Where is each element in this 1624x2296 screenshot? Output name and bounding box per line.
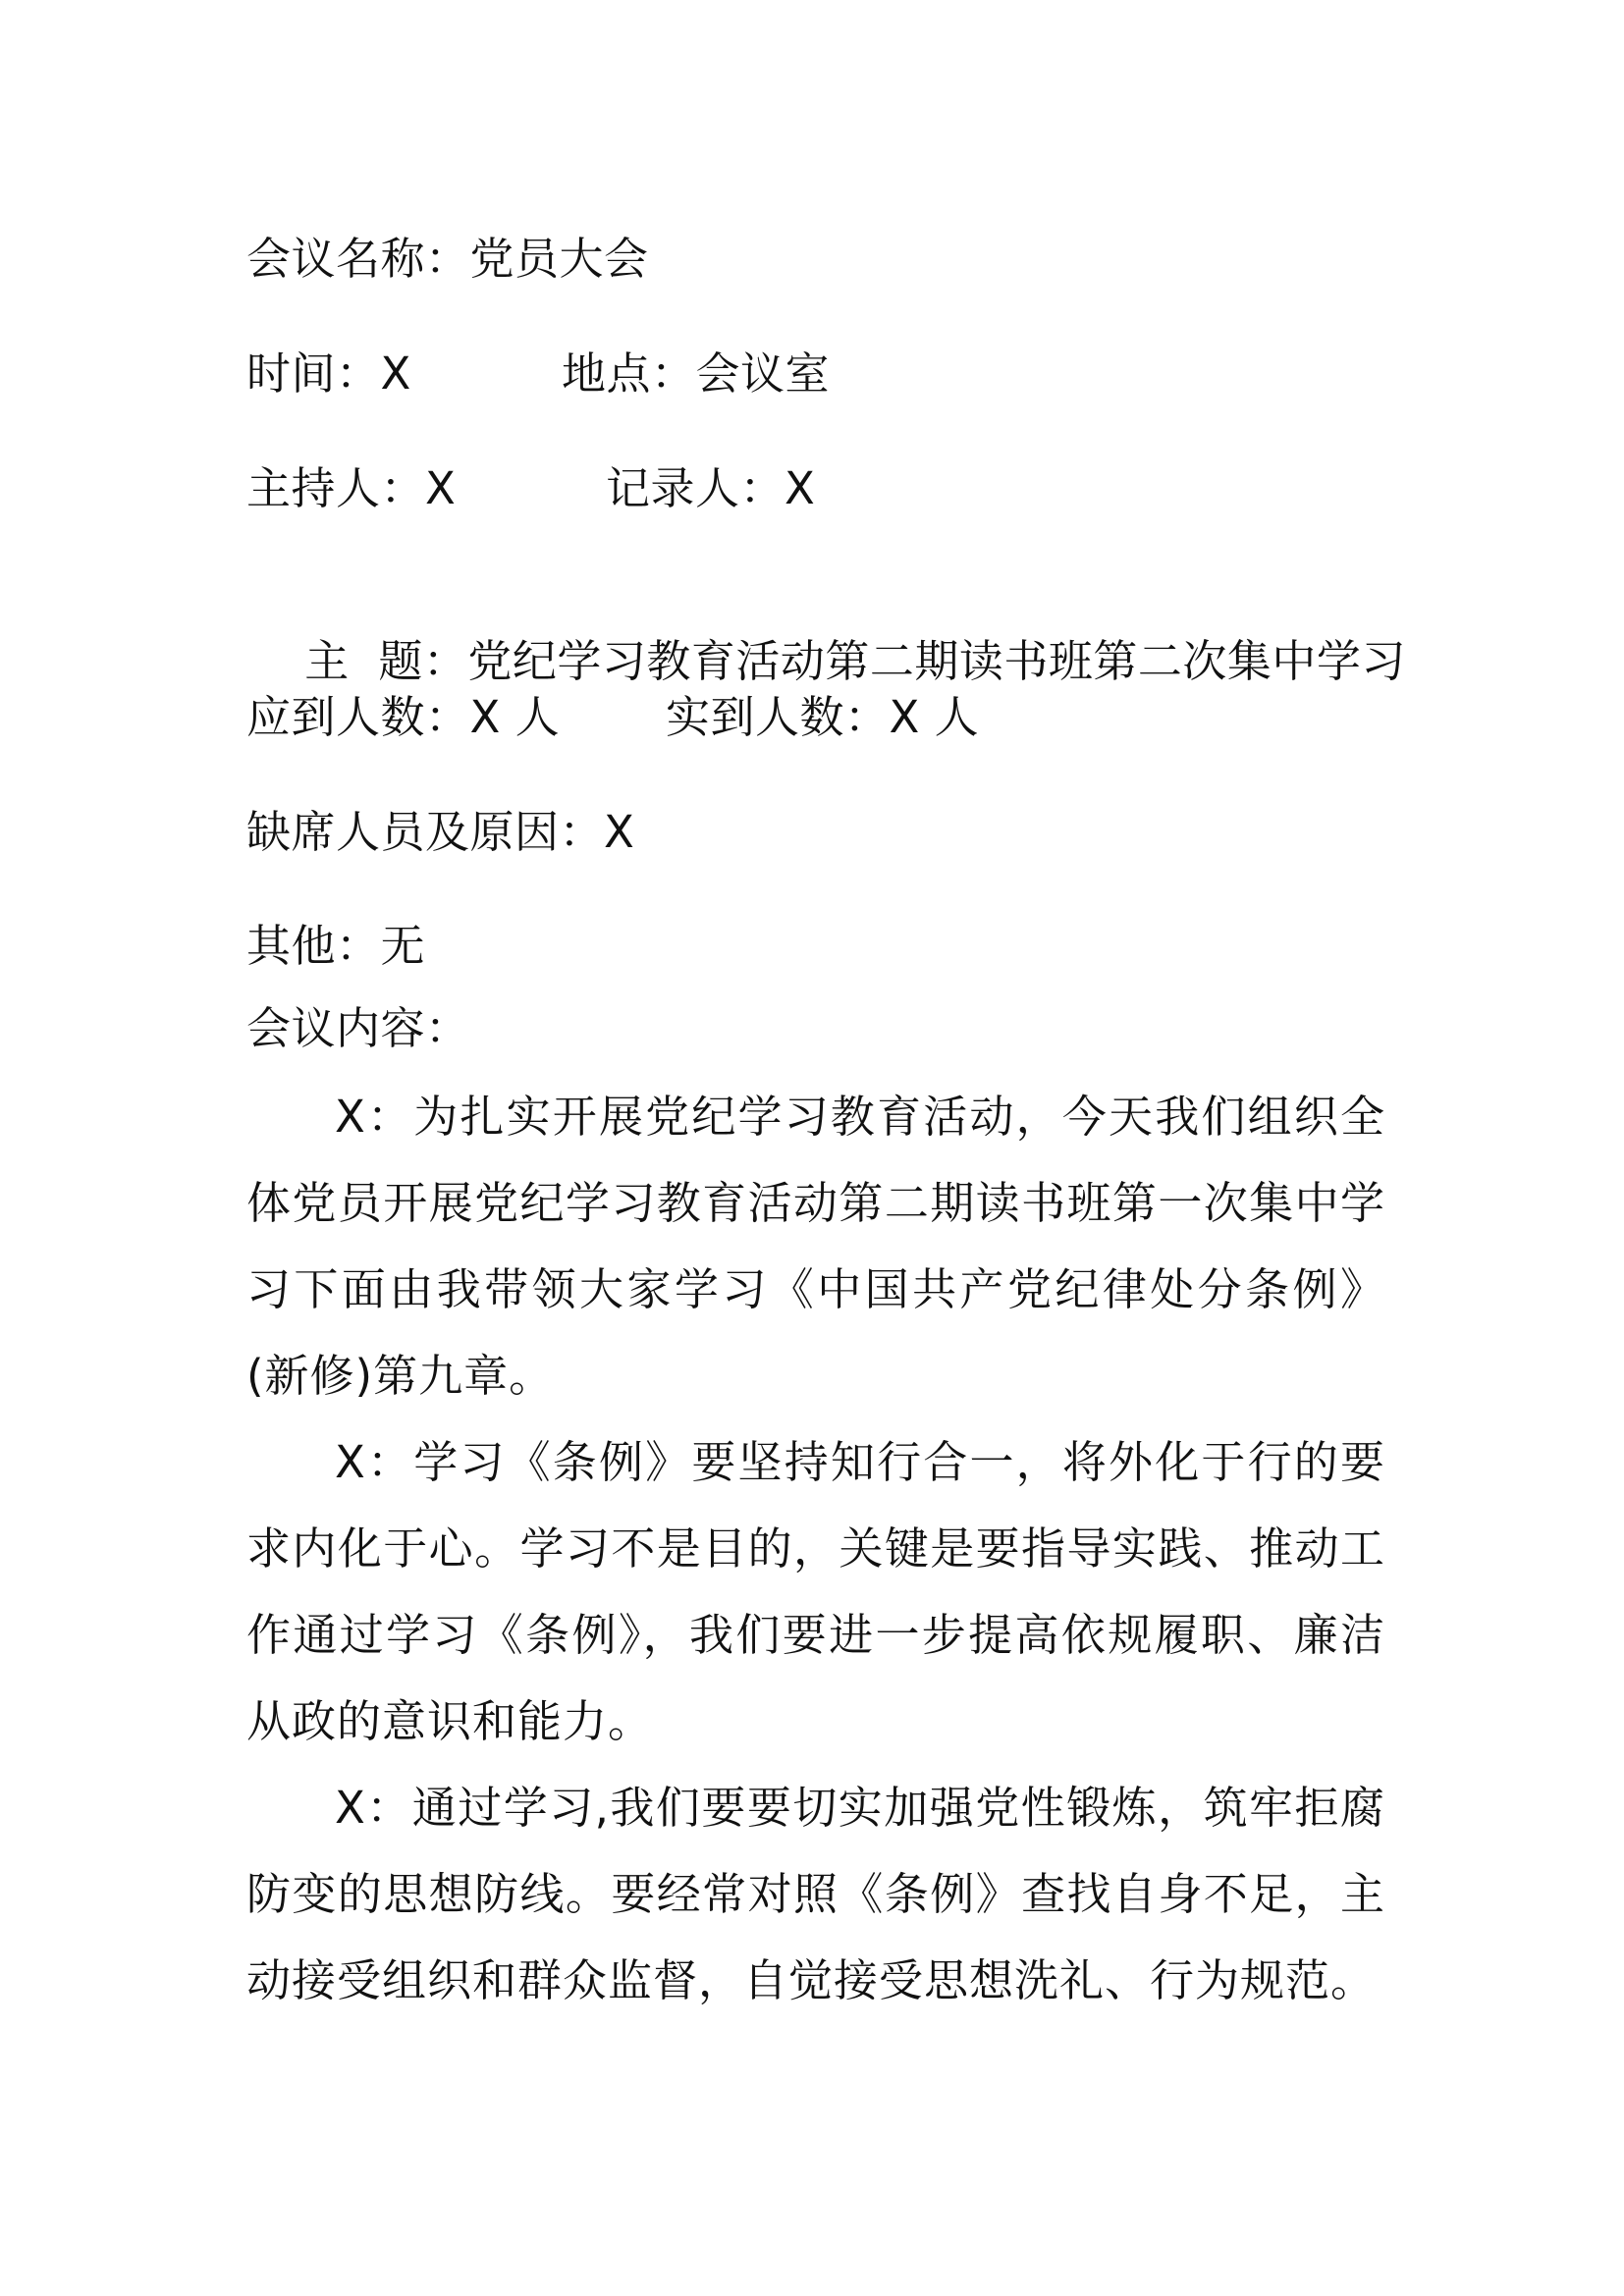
content-heading: 会议内容：	[246, 1002, 470, 1054]
content-paragraph-3: X：通过学习,我们要要切实加强党性锻炼，筑牢拒腐防变的思想防线。要经常对照《条例》查找自身不足，主动接受组织和群众监督，自觉接受思想洗礼、行为规范。	[246, 1782, 1385, 2006]
meeting-location: 地点：会议室	[562, 347, 831, 400]
meeting-name-line	[246, 230, 649, 289]
attendance-line	[246, 688, 980, 747]
content-heading-line	[246, 999, 470, 1058]
absent-members: 缺席人员及原因：X	[246, 806, 635, 858]
content-paragraph-2: X：学习《条例》要坚持知行合一，将外化于行的要求内化于心。学习不是目的，关键是要指导实践、推动工作通过学习《条例》，我们要进一步提高依规履职、廉洁从政的意识和能力。	[246, 1436, 1385, 1747]
content-paragraph-1: X：为扎实开展党纪学习教育活动，今天我们组织全体党员开展党纪学习教育活动第二期读书班第一次集中学习下面由我带领大家学习《中国共产党纪律处分条例》(新修)第九章。	[246, 1091, 1385, 1402]
meeting-host: 主持人：X	[246, 462, 457, 514]
meeting-topic: 主 题：党纪学习教育活动第二期读书班第二次集中学习	[304, 635, 1406, 687]
other-notes: 其他：无	[246, 920, 426, 972]
host-recorder-line	[246, 459, 816, 518]
time-location-line	[246, 345, 831, 403]
actual-attendance: 实到人数：X 人	[666, 691, 980, 743]
other-line	[246, 917, 425, 976]
meeting-recorder: 记录人：X	[606, 462, 816, 514]
meeting-time: 时间：X	[246, 347, 411, 400]
meeting-name: 会议名称：党员大会	[246, 233, 649, 285]
expected-attendance: 应到人数：X 人	[246, 691, 561, 743]
absent-line	[246, 803, 634, 862]
